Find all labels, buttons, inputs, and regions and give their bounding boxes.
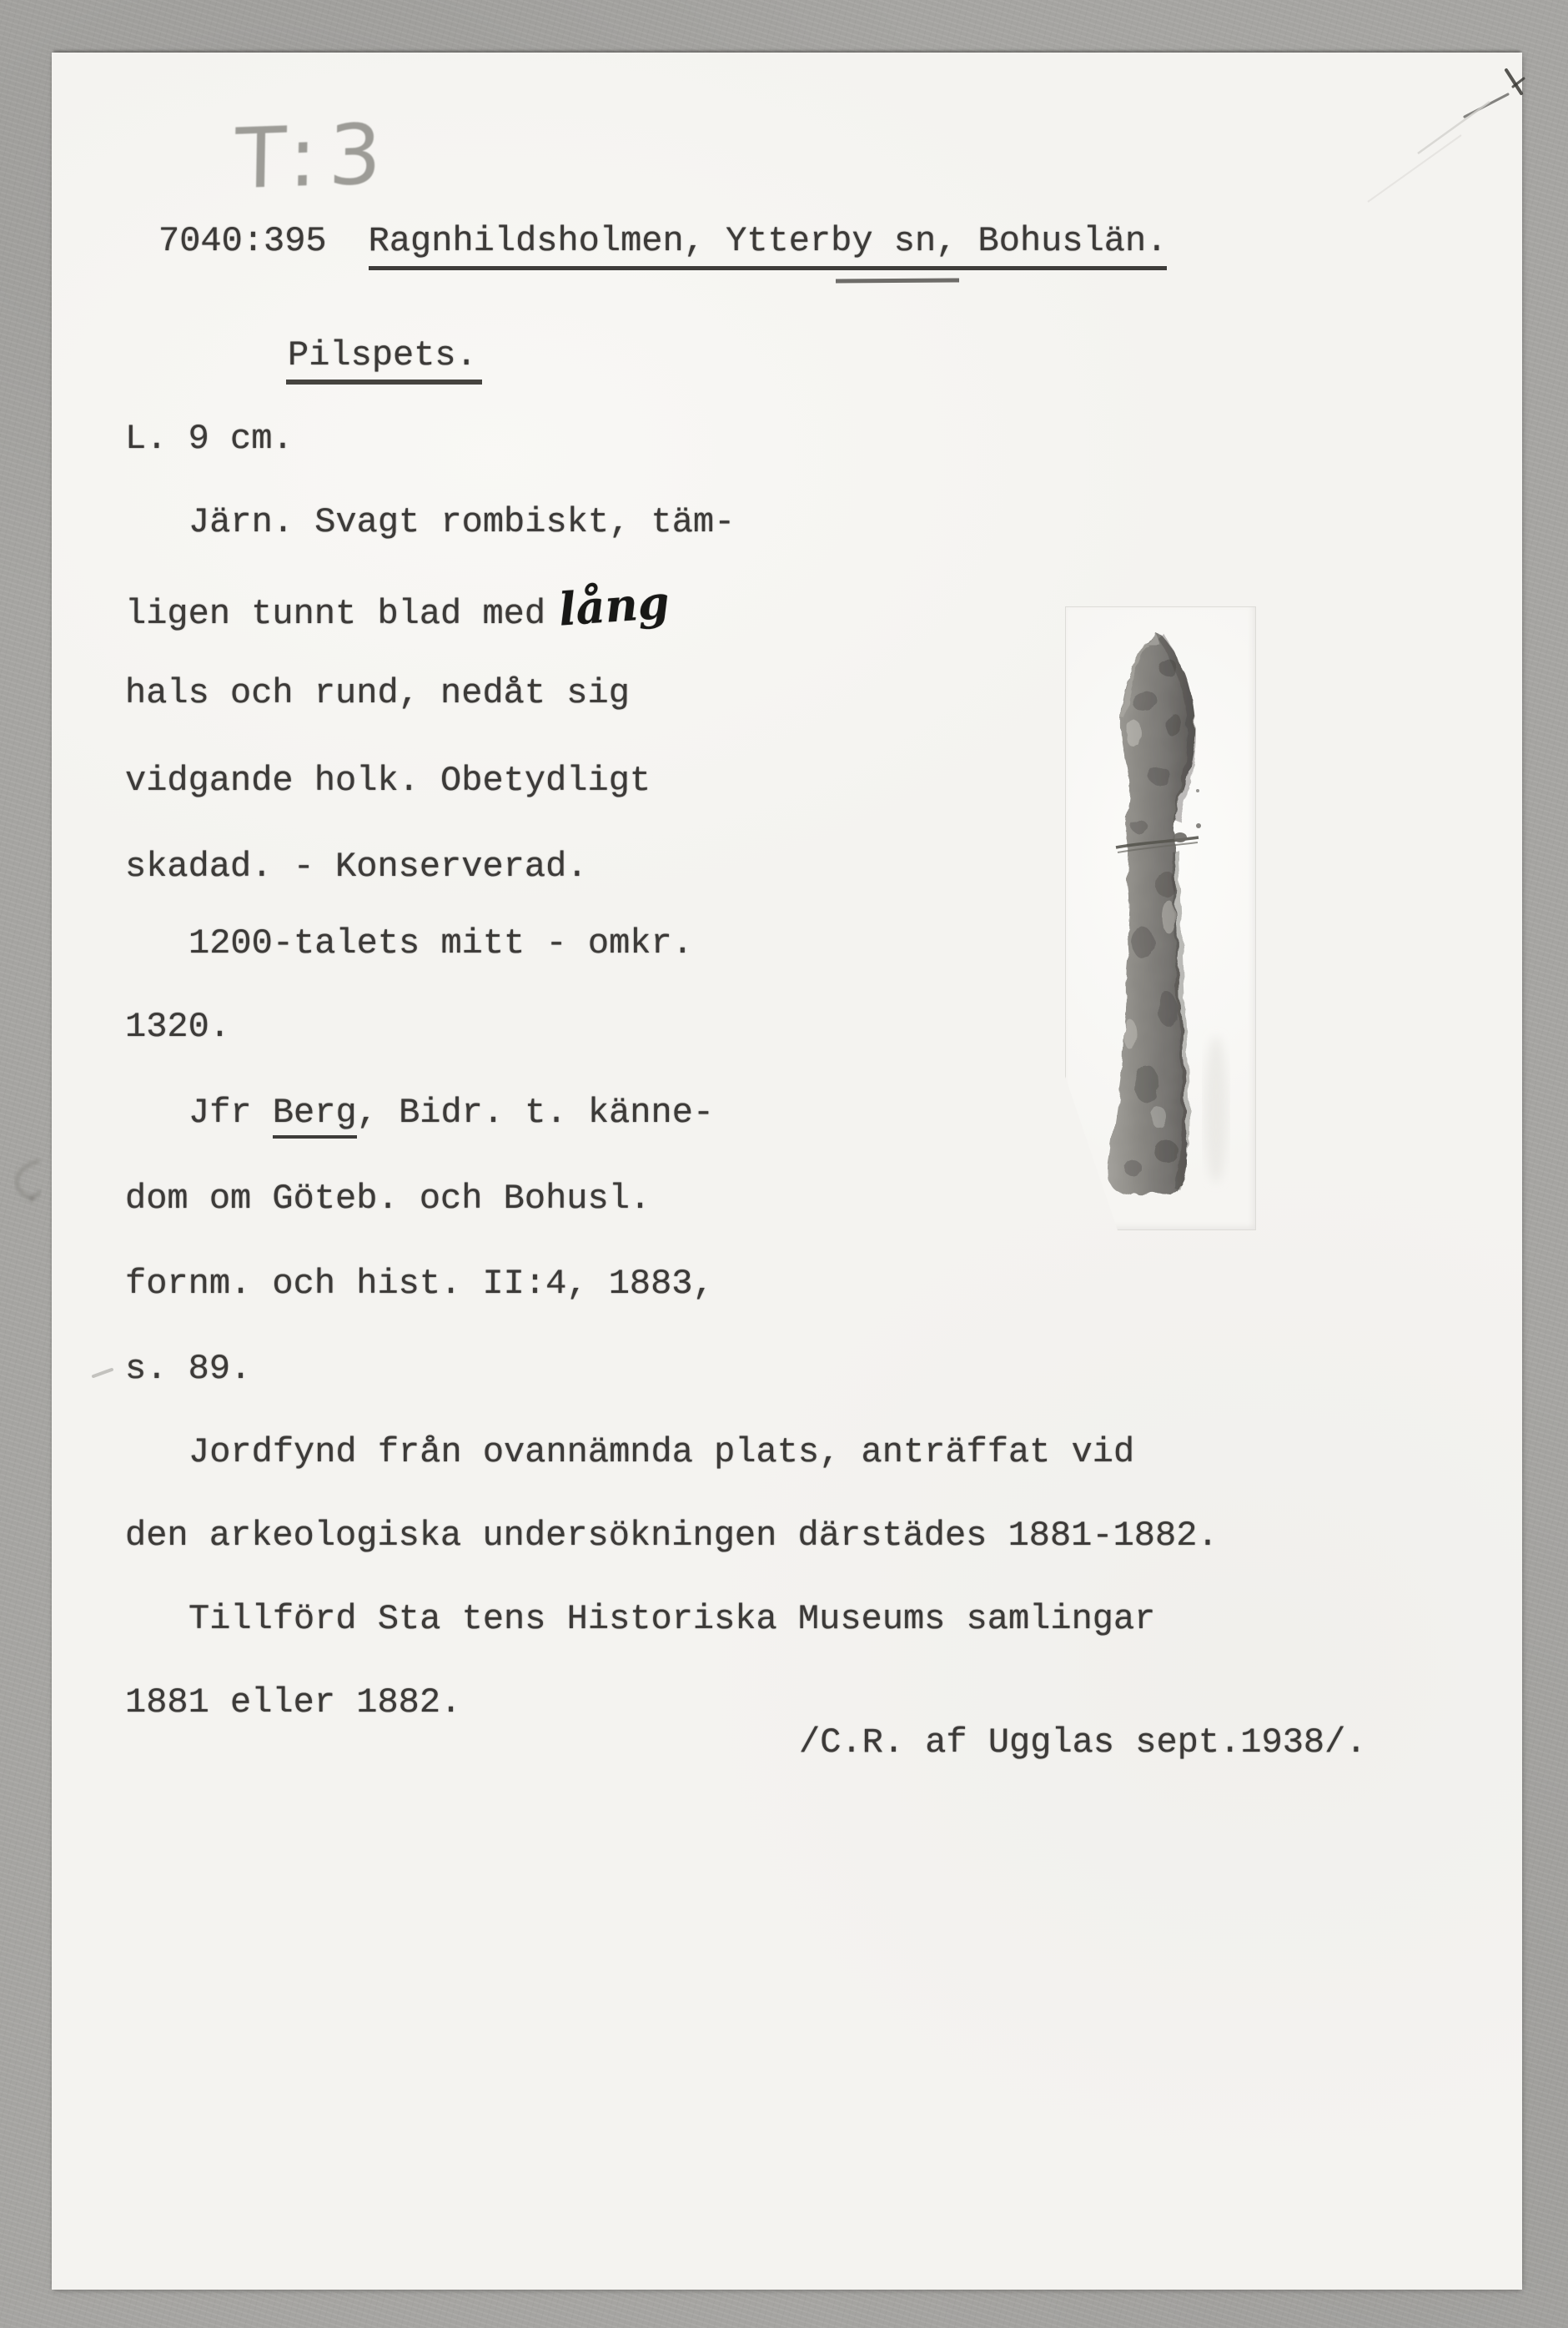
reference-suffix: , Bidr. t. känne- — [356, 1093, 715, 1133]
pencil-note: T:3 — [234, 104, 395, 209]
catalog-number: 7040:395 — [158, 221, 327, 261]
reference-author: Berg — [273, 1093, 357, 1139]
accession-line-1: Tillförd Sta tens Historiska Museums samlingar — [188, 1599, 1156, 1639]
measurement-line: L. 9 cm. — [125, 419, 294, 459]
description-line-5: skadad. - Konserverad. — [125, 847, 588, 887]
accession-line-2: 1881 eller 1882. — [125, 1682, 462, 1722]
provenance-line-2: den arkeologiska undersökningen därstädes 1881-1882. — [125, 1516, 1219, 1556]
reference-line-3: fornm. och hist. II:4, 1883, — [125, 1264, 714, 1304]
handwritten-word: lång — [556, 575, 671, 636]
description-line-3: hals och rund, nedåt sig — [125, 673, 630, 713]
description-line-2 — [125, 575, 671, 636]
dating-line-2: 1320. — [125, 1007, 231, 1047]
reference-line-4: s. 89. — [125, 1349, 252, 1389]
object-title: Pilspets. — [286, 335, 482, 385]
catalog-card-paper — [52, 53, 1522, 2290]
description-line-1: Järn. Svagt rombiskt, täm- — [188, 502, 736, 542]
reference-line-2: dom om Göteb. och Bohusl. — [125, 1179, 651, 1219]
dating-line-1: 1200-talets mitt - omkr. — [188, 923, 693, 963]
signature-line: /C.R. af Ugglas sept.1938/. — [799, 1722, 1367, 1762]
margin-pencil-mark — [17, 1161, 39, 1201]
header-double-underline — [836, 278, 959, 283]
header-line — [158, 221, 1168, 261]
reference-line-1 — [188, 1093, 715, 1133]
description-line-4: vidgande holk. Obetydligt — [125, 761, 651, 801]
object-title-line — [288, 335, 482, 375]
description-line-2-typed: ligen tunnt blad med — [125, 594, 546, 634]
provenance-line-1: Jordfynd från ovannämnda plats, anträffat vid — [188, 1432, 1135, 1472]
location-heading: Ragnhildsholmen, Ytterby sn, Bohuslän. — [369, 221, 1168, 270]
reference-prefix: Jfr — [188, 1093, 273, 1133]
artifact-photograph — [1065, 606, 1256, 1230]
